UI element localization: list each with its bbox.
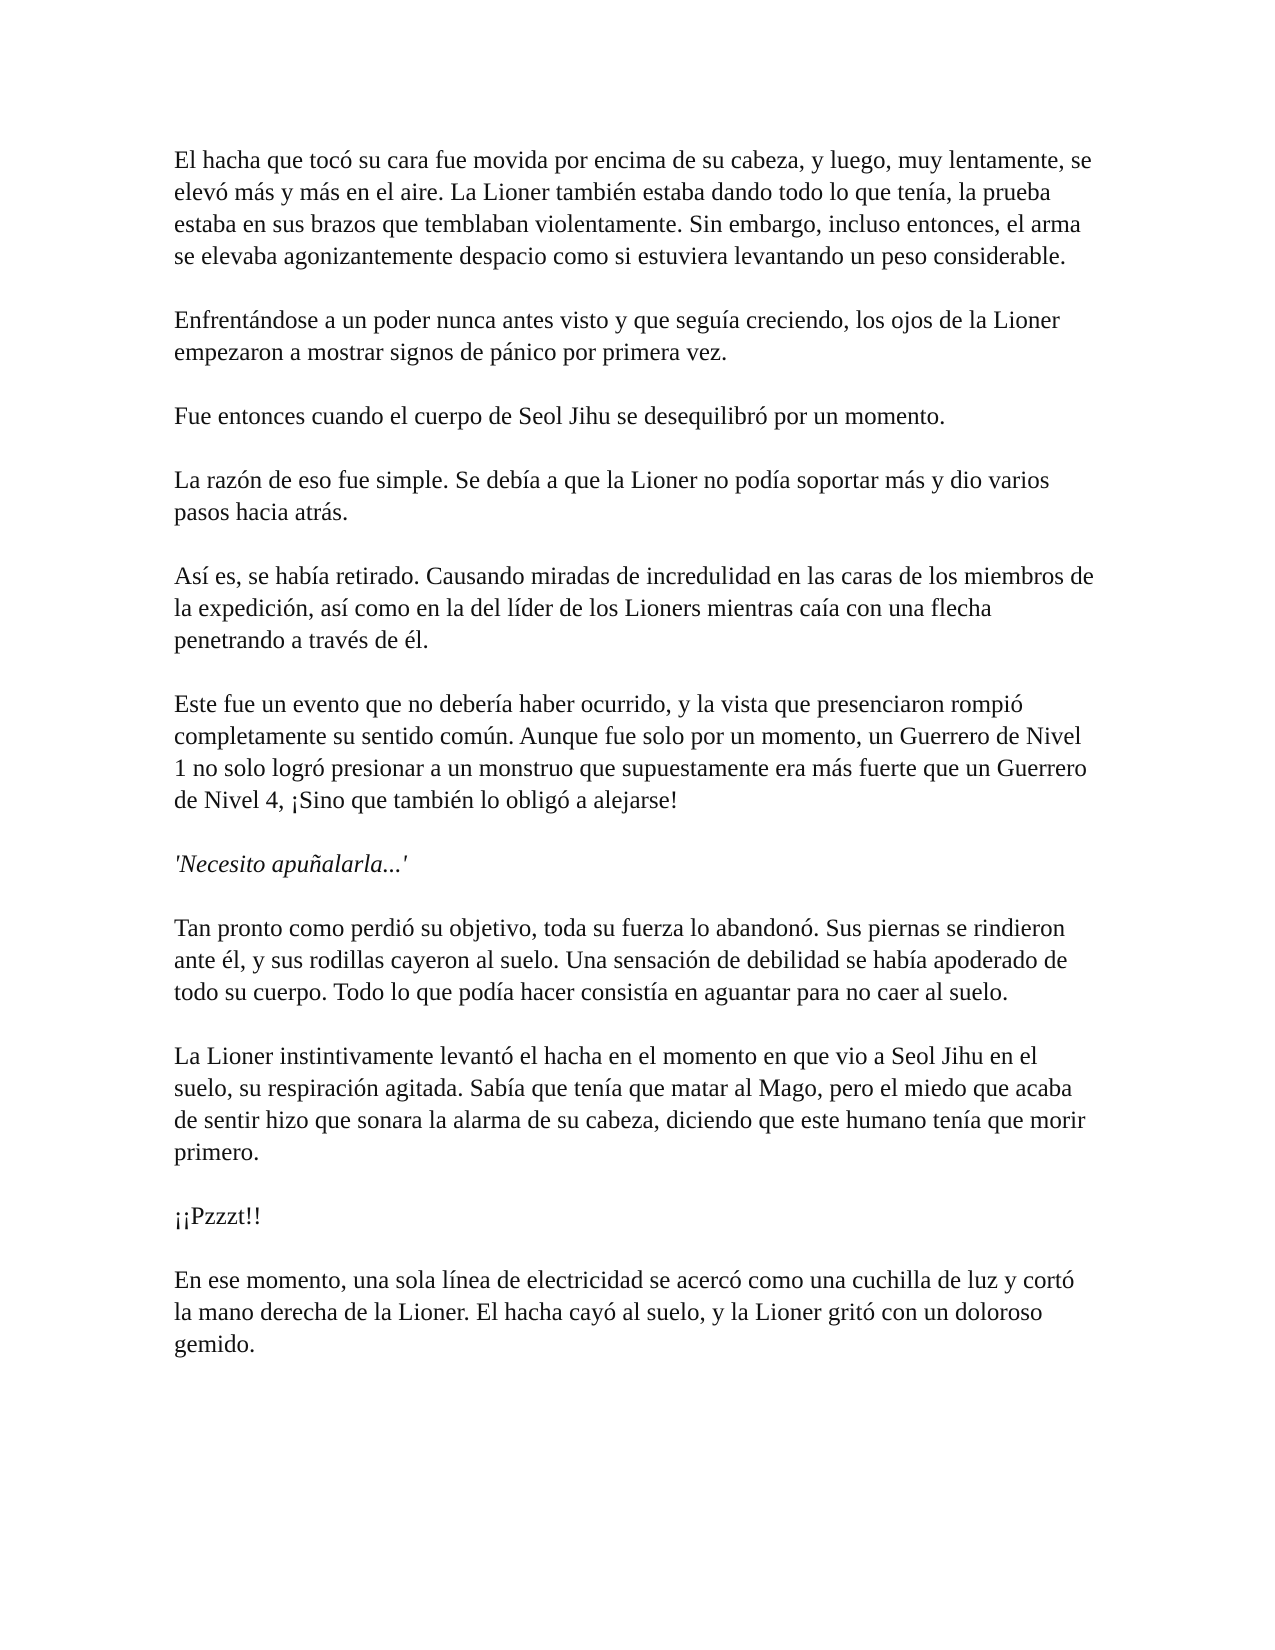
paragraph: Tan pronto como perdió su objetivo, toda su fuerza lo abandonó. Sus piernas se rindieron ante él, y sus rodillas cayeron al suelo. Una sensación de debilidad se había apoderado de todo su cuerpo. Todo lo que podía hacer consistía en aguantar para no caer al suelo. <box>174 915 1068 1006</box>
paragraph: Este fue un evento que no debería haber ocurrido, y la vista que presenciaron rompió completamente su sentido común. Aunque fue solo por un momento, un Guerrero de Nivel 1 no solo logró presionar a un monstruo que supuestamente era más fuerte que un Guerrero de Nivel 4, ¡Sino que también lo obligó a alejarse! <box>174 691 1087 814</box>
paragraph: Así es, se había retirado. Causando miradas de incredulidad en las caras de los miembros de la expedición, así como en la del líder de los Lioners mientras caía con una flecha penetrando a través de él. <box>174 563 1094 654</box>
thought-paragraph: 'Necesito apuñalarla...' <box>174 851 407 878</box>
paragraph: La Lioner instintivamente levantó el hacha en el momento en que vio a Seol Jihu en el suelo, su respiración agitada. Sabía que tenía que matar al Mago, pero el miedo que acaba de sentir hizo que sonara la alarma de su cabeza, diciendo que este humano tenía que morir primero. <box>174 1043 1086 1166</box>
paragraph: Enfrentándose a un poder nunca antes visto y que seguía creciendo, los ojos de la Lioner empezaron a mostrar signos de pánico por primera vez. <box>174 307 1060 366</box>
paragraph: Fue entonces cuando el cuerpo de Seol Jihu se desequilibró por un momento. <box>174 403 946 430</box>
paragraph: El hacha que tocó su cara fue movida por encima de su cabeza, y luego, muy lentamente, se elevó más y más en el aire. La Lioner también estaba dando todo lo que tenía, la prueba estaba en sus brazos que temblaban violentamente. Sin embargo, incluso entonces, el arma se elevaba agonizantemente despacio como si estuviera levantando un peso considerable. <box>174 147 1092 270</box>
paragraph: La razón de eso fue simple. Se debía a que la Lioner no podía soportar más y dio varios pasos hacia atrás. <box>174 467 1050 526</box>
sound-effect-paragraph: ¡¡Pzzzt!! <box>174 1203 262 1230</box>
paragraph: En ese momento, una sola línea de electricidad se acercó como una cuchilla de luz y cortó la mano derecha de la Lioner. El hacha cayó al suelo, y la Lioner gritó con un doloroso gemido. <box>174 1267 1075 1358</box>
document-page <box>174 145 1094 1393</box>
